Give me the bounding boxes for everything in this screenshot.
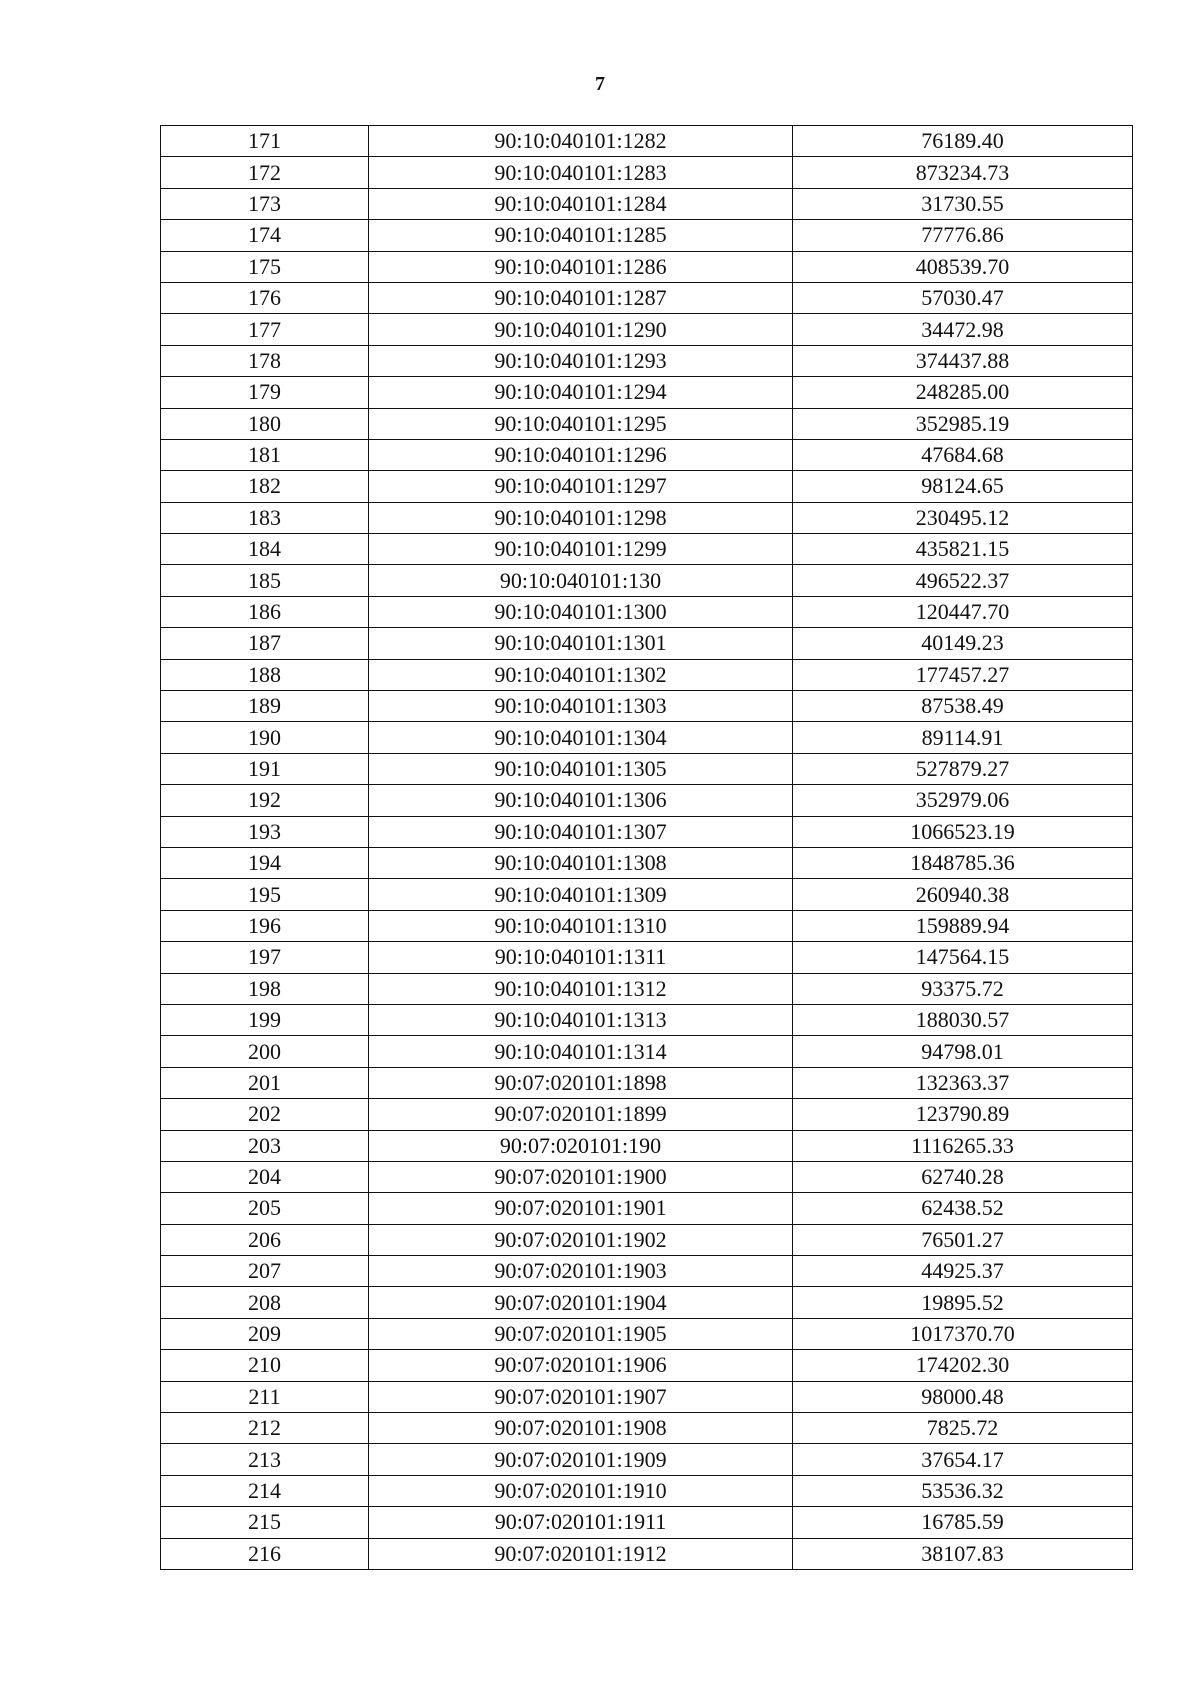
cadastral-number-cell: 90:10:040101:1286 [369, 251, 793, 282]
cadastral-number-cell: 90:10:040101:1303 [369, 691, 793, 722]
row-number-cell: 187 [161, 628, 369, 659]
cadastral-number-cell: 90:10:040101:1297 [369, 471, 793, 502]
row-number-cell: 208 [161, 1287, 369, 1318]
value-cell: 374437.88 [793, 345, 1133, 376]
cadastral-number-cell: 90:10:040101:1296 [369, 439, 793, 470]
cadastral-number-cell: 90:10:040101:1287 [369, 282, 793, 313]
row-number-cell: 191 [161, 753, 369, 784]
value-cell: 37654.17 [793, 1444, 1133, 1475]
cadastral-number-cell: 90:10:040101:1314 [369, 1036, 793, 1067]
row-number-cell: 211 [161, 1381, 369, 1412]
value-cell: 19895.52 [793, 1287, 1133, 1318]
row-number-cell: 192 [161, 785, 369, 816]
value-cell: 38107.83 [793, 1538, 1133, 1569]
row-number-cell: 201 [161, 1067, 369, 1098]
value-cell: 123790.89 [793, 1099, 1133, 1130]
row-number-cell: 190 [161, 722, 369, 753]
cadastral-number-cell: 90:10:040101:1294 [369, 377, 793, 408]
cadastral-number-cell: 90:10:040101:1290 [369, 314, 793, 345]
value-cell: 76501.27 [793, 1224, 1133, 1255]
row-number-cell: 205 [161, 1193, 369, 1224]
table-row [161, 753, 1133, 784]
row-number-cell: 184 [161, 534, 369, 565]
cadastral-number-cell: 90:10:040101:130 [369, 565, 793, 596]
table-row [161, 1538, 1133, 1569]
value-cell: 57030.47 [793, 282, 1133, 313]
row-number-cell: 172 [161, 157, 369, 188]
value-cell: 1848785.36 [793, 847, 1133, 878]
value-cell: 132363.37 [793, 1067, 1133, 1098]
value-cell: 93375.72 [793, 973, 1133, 1004]
table-row [161, 942, 1133, 973]
value-cell: 44925.37 [793, 1256, 1133, 1287]
value-cell: 89114.91 [793, 722, 1133, 753]
value-cell: 408539.70 [793, 251, 1133, 282]
table-row [161, 816, 1133, 847]
cadastral-number-cell: 90:07:020101:1899 [369, 1099, 793, 1130]
table-row [161, 1444, 1133, 1475]
row-number-cell: 186 [161, 596, 369, 627]
cadastral-number-cell: 90:10:040101:1285 [369, 220, 793, 251]
cadastral-number-cell: 90:07:020101:1900 [369, 1161, 793, 1192]
cadastral-number-cell: 90:10:040101:1310 [369, 910, 793, 941]
table-row [161, 1350, 1133, 1381]
table-row [161, 157, 1133, 188]
cadastral-number-cell: 90:07:020101:1903 [369, 1256, 793, 1287]
value-cell: 47684.68 [793, 439, 1133, 470]
row-number-cell: 199 [161, 1004, 369, 1035]
row-number-cell: 204 [161, 1161, 369, 1192]
cadastral-number-cell: 90:07:020101:1910 [369, 1475, 793, 1506]
row-number-cell: 195 [161, 879, 369, 910]
row-number-cell: 206 [161, 1224, 369, 1255]
cadastral-table [160, 125, 1133, 1570]
row-number-cell: 178 [161, 345, 369, 376]
row-number-cell: 182 [161, 471, 369, 502]
value-cell: 16785.59 [793, 1507, 1133, 1538]
row-number-cell: 185 [161, 565, 369, 596]
table-row [161, 439, 1133, 470]
row-number-cell: 188 [161, 659, 369, 690]
value-cell: 1116265.33 [793, 1130, 1133, 1161]
row-number-cell: 202 [161, 1099, 369, 1130]
cadastral-number-cell: 90:10:040101:1283 [369, 157, 793, 188]
value-cell: 248285.00 [793, 377, 1133, 408]
table-row [161, 628, 1133, 659]
cadastral-number-cell: 90:10:040101:1293 [369, 345, 793, 376]
cadastral-number-cell: 90:07:020101:190 [369, 1130, 793, 1161]
table-row [161, 847, 1133, 878]
row-number-cell: 212 [161, 1413, 369, 1444]
cadastral-number-cell: 90:07:020101:1902 [369, 1224, 793, 1255]
row-number-cell: 176 [161, 282, 369, 313]
value-cell: 62438.52 [793, 1193, 1133, 1224]
value-cell: 527879.27 [793, 753, 1133, 784]
cadastral-number-cell: 90:10:040101:1301 [369, 628, 793, 659]
table-row [161, 1287, 1133, 1318]
table-row [161, 1036, 1133, 1067]
value-cell: 177457.27 [793, 659, 1133, 690]
table-row [161, 282, 1133, 313]
value-cell: 98000.48 [793, 1381, 1133, 1412]
row-number-cell: 179 [161, 377, 369, 408]
cadastral-number-cell: 90:10:040101:1282 [369, 126, 793, 157]
value-cell: 94798.01 [793, 1036, 1133, 1067]
value-cell: 352979.06 [793, 785, 1133, 816]
cadastral-number-cell: 90:10:040101:1305 [369, 753, 793, 784]
cadastral-number-cell: 90:07:020101:1907 [369, 1381, 793, 1412]
value-cell: 188030.57 [793, 1004, 1133, 1035]
table-row [161, 565, 1133, 596]
cadastral-number-cell: 90:07:020101:1906 [369, 1350, 793, 1381]
value-cell: 352985.19 [793, 408, 1133, 439]
table-row [161, 408, 1133, 439]
table-row [161, 1381, 1133, 1412]
cadastral-number-cell: 90:07:020101:1904 [369, 1287, 793, 1318]
cadastral-number-cell: 90:10:040101:1284 [369, 188, 793, 219]
row-number-cell: 175 [161, 251, 369, 282]
value-cell: 40149.23 [793, 628, 1133, 659]
row-number-cell: 197 [161, 942, 369, 973]
value-cell: 53536.32 [793, 1475, 1133, 1506]
value-cell: 435821.15 [793, 534, 1133, 565]
row-number-cell: 171 [161, 126, 369, 157]
cadastral-number-cell: 90:10:040101:1300 [369, 596, 793, 627]
table-row [161, 314, 1133, 345]
value-cell: 1017370.70 [793, 1318, 1133, 1349]
cadastral-number-cell: 90:10:040101:1306 [369, 785, 793, 816]
value-cell: 147564.15 [793, 942, 1133, 973]
row-number-cell: 200 [161, 1036, 369, 1067]
cadastral-number-cell: 90:10:040101:1298 [369, 502, 793, 533]
value-cell: 77776.86 [793, 220, 1133, 251]
value-cell: 120447.70 [793, 596, 1133, 627]
table-row [161, 691, 1133, 722]
cadastral-number-cell: 90:07:020101:1905 [369, 1318, 793, 1349]
row-number-cell: 216 [161, 1538, 369, 1569]
value-cell: 87538.49 [793, 691, 1133, 722]
table-row [161, 1161, 1133, 1192]
table-row [161, 471, 1133, 502]
row-number-cell: 189 [161, 691, 369, 722]
cadastral-number-cell: 90:10:040101:1302 [369, 659, 793, 690]
row-number-cell: 215 [161, 1507, 369, 1538]
table-row [161, 785, 1133, 816]
table-row [161, 1507, 1133, 1538]
value-cell: 1066523.19 [793, 816, 1133, 847]
cadastral-number-cell: 90:10:040101:1311 [369, 942, 793, 973]
cadastral-number-cell: 90:07:020101:1911 [369, 1507, 793, 1538]
table-row [161, 1413, 1133, 1444]
cadastral-number-cell: 90:10:040101:1299 [369, 534, 793, 565]
cadastral-number-cell: 90:10:040101:1313 [369, 1004, 793, 1035]
cadastral-number-cell: 90:10:040101:1312 [369, 973, 793, 1004]
row-number-cell: 181 [161, 439, 369, 470]
cadastral-number-cell: 90:10:040101:1307 [369, 816, 793, 847]
table-row [161, 722, 1133, 753]
value-cell: 31730.55 [793, 188, 1133, 219]
table-row [161, 1004, 1133, 1035]
table-row [161, 910, 1133, 941]
table-row [161, 1475, 1133, 1506]
row-number-cell: 194 [161, 847, 369, 878]
value-cell: 76189.40 [793, 126, 1133, 157]
table-row [161, 879, 1133, 910]
cadastral-number-cell: 90:10:040101:1308 [369, 847, 793, 878]
table-row [161, 1099, 1133, 1130]
table-row [161, 188, 1133, 219]
table-row [161, 1256, 1133, 1287]
table-row [161, 345, 1133, 376]
row-number-cell: 203 [161, 1130, 369, 1161]
table-row [161, 973, 1133, 1004]
row-number-cell: 209 [161, 1318, 369, 1349]
row-number-cell: 198 [161, 973, 369, 1004]
value-cell: 174202.30 [793, 1350, 1133, 1381]
row-number-cell: 207 [161, 1256, 369, 1287]
table-row [161, 534, 1133, 565]
table-row [161, 659, 1133, 690]
page-number: 7 [595, 73, 605, 95]
table-row [161, 1318, 1133, 1349]
row-number-cell: 180 [161, 408, 369, 439]
row-number-cell: 213 [161, 1444, 369, 1475]
cadastral-number-cell: 90:07:020101:1898 [369, 1067, 793, 1098]
cadastral-number-cell: 90:07:020101:1901 [369, 1193, 793, 1224]
cadastral-number-cell: 90:10:040101:1295 [369, 408, 793, 439]
value-cell: 7825.72 [793, 1413, 1133, 1444]
value-cell: 98124.65 [793, 471, 1133, 502]
value-cell: 62740.28 [793, 1161, 1133, 1192]
row-number-cell: 214 [161, 1475, 369, 1506]
value-cell: 496522.37 [793, 565, 1133, 596]
table-row [161, 596, 1133, 627]
cadastral-number-cell: 90:07:020101:1909 [369, 1444, 793, 1475]
row-number-cell: 183 [161, 502, 369, 533]
cadastral-number-cell: 90:10:040101:1304 [369, 722, 793, 753]
value-cell: 230495.12 [793, 502, 1133, 533]
row-number-cell: 196 [161, 910, 369, 941]
cadastral-number-cell: 90:07:020101:1908 [369, 1413, 793, 1444]
table-row [161, 251, 1133, 282]
table-row [161, 1130, 1133, 1161]
table-row [161, 220, 1133, 251]
row-number-cell: 193 [161, 816, 369, 847]
cadastral-number-cell: 90:10:040101:1309 [369, 879, 793, 910]
value-cell: 159889.94 [793, 910, 1133, 941]
row-number-cell: 174 [161, 220, 369, 251]
table-row [161, 1193, 1133, 1224]
row-number-cell: 173 [161, 188, 369, 219]
cadastral-number-cell: 90:07:020101:1912 [369, 1538, 793, 1569]
table-row [161, 502, 1133, 533]
value-cell: 34472.98 [793, 314, 1133, 345]
table-row [161, 126, 1133, 157]
table-row [161, 1224, 1133, 1255]
row-number-cell: 210 [161, 1350, 369, 1381]
table-row [161, 1067, 1133, 1098]
row-number-cell: 177 [161, 314, 369, 345]
value-cell: 260940.38 [793, 879, 1133, 910]
table-body [161, 126, 1133, 1570]
table-row [161, 377, 1133, 408]
value-cell: 873234.73 [793, 157, 1133, 188]
